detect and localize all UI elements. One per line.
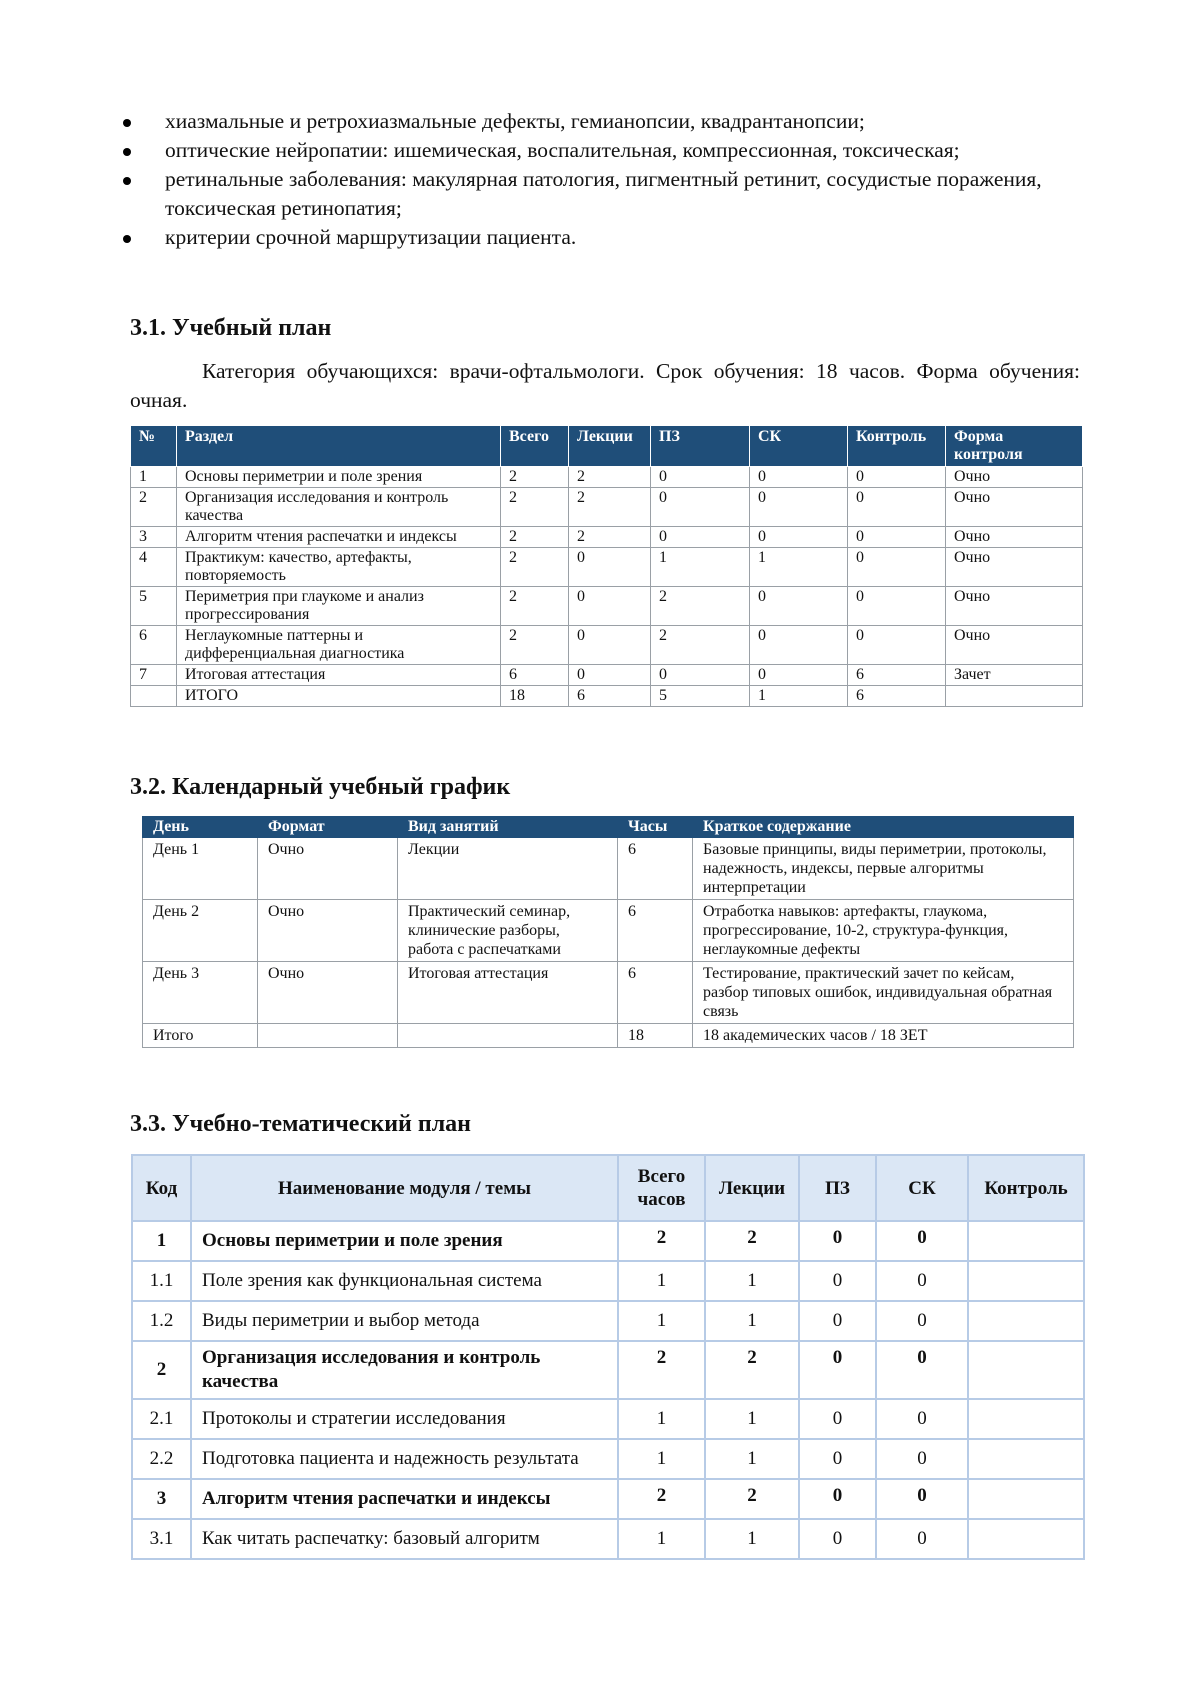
table-cell: 1: [618, 1301, 705, 1341]
table-cell: 2: [651, 587, 750, 626]
table-cell: 2: [501, 626, 569, 665]
table-cell: 2.2: [132, 1439, 191, 1479]
table-cell: [968, 1221, 1084, 1261]
column-header: Форма контроля: [946, 426, 1083, 467]
table-cell: 2: [651, 626, 750, 665]
table-cell: [968, 1261, 1084, 1301]
table-cell: 0: [848, 626, 946, 665]
table-cell: [131, 686, 177, 707]
table-cell: 0: [799, 1399, 876, 1439]
table-cell: Очно: [946, 548, 1083, 587]
table-cell: 1: [618, 1261, 705, 1301]
table-cell: Очно: [258, 838, 398, 900]
table-cell: 0: [569, 548, 651, 587]
table-cell: 0: [848, 527, 946, 548]
bullet-dot-icon: [123, 119, 131, 127]
column-header: ПЗ: [799, 1155, 876, 1221]
table-cell: 7: [131, 665, 177, 686]
table-cell: ИТОГО: [177, 686, 501, 707]
table-cell: Алгоритм чтения распечатки и индексы: [177, 527, 501, 548]
column-header: Всего часов: [618, 1155, 705, 1221]
table-cell: Виды периметрии и выбор метода: [191, 1301, 618, 1341]
table-cell: 2: [501, 587, 569, 626]
table-cell: День 1: [143, 838, 258, 900]
table-cell: 1: [705, 1439, 799, 1479]
table-cell: Организация исследования и контроль качества: [191, 1341, 618, 1399]
table-cell: 0: [876, 1341, 968, 1399]
table-cell: Итоговая аттестация: [398, 962, 618, 1024]
table-cell: [968, 1399, 1084, 1439]
list-item: критерии срочной маршрутизации пациента.: [123, 223, 1083, 252]
table-cell: 5: [651, 686, 750, 707]
table-cell: 1: [705, 1261, 799, 1301]
table-row: [143, 962, 1074, 1024]
table-cell: 2: [618, 1479, 705, 1519]
table-cell: 3: [131, 527, 177, 548]
list-item: оптические нейропатии: ишемическая, воспалительная, компрессионная, токсическая;: [123, 136, 1083, 165]
table-cell: 0: [651, 488, 750, 527]
topic-row: [132, 1519, 1084, 1559]
table-cell: Отработка навыков: артефакты, глаукома, прогрессирование, 10-2, структура-функция, неглаукомные дефекты: [693, 900, 1074, 962]
list-item: ретинальные заболевания: макулярная патология, пигментный ретинит, сосудистые поражения, токсическая ретинопатия;: [123, 165, 1083, 223]
column-header: День: [143, 817, 258, 838]
table-cell: 0: [876, 1221, 968, 1261]
table-cell: 1: [750, 548, 848, 587]
topic-row: [132, 1261, 1084, 1301]
table-cell: 0: [750, 527, 848, 548]
table-cell: 2.1: [132, 1399, 191, 1439]
table-cell: 0: [750, 626, 848, 665]
table-cell: 0: [651, 527, 750, 548]
table-cell: 0: [876, 1261, 968, 1301]
table-cell: 6: [569, 686, 651, 707]
section-heading-3-1: 3.1. Учебный план: [130, 315, 332, 341]
table-cell: 0: [651, 467, 750, 488]
table-cell: [968, 1519, 1084, 1559]
table-cell: 0: [799, 1301, 876, 1341]
table-cell: 1: [705, 1519, 799, 1559]
table-cell: Очно: [946, 467, 1083, 488]
table-cell: 0: [799, 1479, 876, 1519]
thematic-plan-table: [131, 1154, 1085, 1560]
column-header: СК: [876, 1155, 968, 1221]
table-cell: 1.2: [132, 1301, 191, 1341]
table-cell: 6: [848, 665, 946, 686]
table-cell: Алгоритм чтения распечатки и индексы: [191, 1479, 618, 1519]
table-cell: 1: [618, 1439, 705, 1479]
table-cell: 1: [132, 1221, 191, 1261]
table-cell: Протоколы и стратегии исследования: [191, 1399, 618, 1439]
table-cell: 0: [876, 1301, 968, 1341]
table-cell: 0: [876, 1479, 968, 1519]
table-cell: 6: [501, 665, 569, 686]
table-cell: 1: [131, 467, 177, 488]
table-row: [143, 900, 1074, 962]
table-cell: [398, 1024, 618, 1048]
table-cell: 18: [618, 1024, 693, 1048]
table-cell: 2: [131, 488, 177, 527]
table-cell: 2: [501, 488, 569, 527]
column-header: Наименование модуля / темы: [191, 1155, 618, 1221]
column-header: Часы: [618, 817, 693, 838]
table-cell: Итоговая аттестация: [177, 665, 501, 686]
table-cell: 2: [618, 1341, 705, 1399]
column-header: Контроль: [848, 426, 946, 467]
column-header: СК: [750, 426, 848, 467]
table-cell: 6: [848, 686, 946, 707]
section-heading-3-3: 3.3. Учебно-тематический план: [130, 1111, 471, 1137]
table-cell: [968, 1439, 1084, 1479]
table-cell: [968, 1479, 1084, 1519]
table-cell: Как читать распечатку: базовый алгоритм: [191, 1519, 618, 1559]
table-cell: 1: [651, 548, 750, 587]
table-cell: 0: [799, 1439, 876, 1479]
column-header: Лекции: [569, 426, 651, 467]
table-cell: Основы периметрии и поле зрения: [191, 1221, 618, 1261]
table-cell: 0: [848, 467, 946, 488]
table-cell: 6: [618, 962, 693, 1024]
table-cell: Подготовка пациента и надежность результата: [191, 1439, 618, 1479]
table-cell: 1.1: [132, 1261, 191, 1301]
table-cell: 0: [750, 467, 848, 488]
topic-row: [132, 1399, 1084, 1439]
table-cell: 0: [848, 587, 946, 626]
module-row: [132, 1221, 1084, 1261]
table-cell: 0: [799, 1519, 876, 1559]
table-cell: Очно: [258, 900, 398, 962]
table-cell: Неглаукомные паттерны и дифференциальная диагностика: [177, 626, 501, 665]
column-header: Вид занятий: [398, 817, 618, 838]
table-cell: 0: [750, 587, 848, 626]
table-row: [131, 548, 1083, 587]
table-cell: 2: [705, 1341, 799, 1399]
topic-row: [132, 1439, 1084, 1479]
table-cell: 2: [569, 527, 651, 548]
table-cell: Тестирование, практический зачет по кейсам, разбор типовых ошибок, индивидуальная обратная связь: [693, 962, 1074, 1024]
table-cell: Периметрия при глаукоме и анализ прогрессирования: [177, 587, 501, 626]
table-cell: 0: [569, 587, 651, 626]
table-cell: 0: [848, 548, 946, 587]
table-cell: Очно: [946, 587, 1083, 626]
table-cell: 18: [501, 686, 569, 707]
table-cell: Практикум: качество, артефакты, повторяемость: [177, 548, 501, 587]
table-cell: [968, 1341, 1084, 1399]
table-cell: 5: [131, 587, 177, 626]
bullet-dot-icon: [123, 148, 131, 156]
table-cell: День 3: [143, 962, 258, 1024]
column-header: №: [131, 426, 177, 467]
table-row: [131, 527, 1083, 548]
table-cell: 18 академических часов / 18 ЗЕТ: [693, 1024, 1074, 1048]
table-cell: 3: [132, 1479, 191, 1519]
table-cell: Практический семинар, клинические разборы, работа с распечатками: [398, 900, 618, 962]
list-item: хиазмальные и ретрохиазмальные дефекты, гемианопсии, квадрантанопсии;: [123, 107, 1083, 136]
table-row: [131, 626, 1083, 665]
table-cell: 0: [750, 488, 848, 527]
section-heading-3-2: 3.2. Календарный учебный график: [130, 774, 511, 800]
table-cell: 6: [618, 900, 693, 962]
module-row: [132, 1341, 1084, 1399]
column-header: Код: [132, 1155, 191, 1221]
intro-paragraph: Категория обучающихся: врачи-офтальмологи. Срок обучения: 18 часов. Форма обучения: очная.: [130, 359, 1080, 412]
table-row: [131, 665, 1083, 686]
table-header-row: [132, 1155, 1084, 1221]
table-cell: Очно: [258, 962, 398, 1024]
table-cell: 2: [132, 1341, 191, 1399]
column-header: Краткое содержание: [693, 817, 1074, 838]
column-header: Раздел: [177, 426, 501, 467]
table-cell: [968, 1301, 1084, 1341]
table-cell: 2: [501, 467, 569, 488]
module-row: [132, 1479, 1084, 1519]
table-cell: 1: [618, 1399, 705, 1439]
table-cell: 4: [131, 548, 177, 587]
table-row: [131, 587, 1083, 626]
table-header-row: [143, 817, 1074, 838]
table-cell: Очно: [946, 488, 1083, 527]
table-cell: 0: [799, 1261, 876, 1301]
table-cell: Зачет: [946, 665, 1083, 686]
table-cell: 2: [705, 1479, 799, 1519]
table-cell: 0: [799, 1341, 876, 1399]
table-cell: Лекции: [398, 838, 618, 900]
table-cell: Базовые принципы, виды периметрии, протоколы, надежность, индексы, первые алгоритмы интерпретации: [693, 838, 1074, 900]
column-header: Формат: [258, 817, 398, 838]
table-cell: День 2: [143, 900, 258, 962]
table-cell: 0: [651, 665, 750, 686]
table-cell: 0: [799, 1221, 876, 1261]
study-plan-table: [130, 425, 1083, 707]
table-cell: 6: [131, 626, 177, 665]
table-cell: 2: [569, 488, 651, 527]
table-cell: 2: [501, 527, 569, 548]
table-cell: 6: [618, 838, 693, 900]
table-cell: Очно: [946, 626, 1083, 665]
table-cell: 1: [705, 1301, 799, 1341]
topic-row: [132, 1301, 1084, 1341]
table-cell: 0: [569, 626, 651, 665]
table-cell: Поле зрения как функциональная система: [191, 1261, 618, 1301]
bullet-dot-icon: [123, 235, 131, 243]
table-cell: 0: [750, 665, 848, 686]
table-cell: 2: [569, 467, 651, 488]
bullet-dot-icon: [123, 177, 131, 185]
table-cell: [258, 1024, 398, 1048]
table-row: [131, 686, 1083, 707]
table-cell: 0: [876, 1439, 968, 1479]
calendar-schedule-table: [142, 816, 1074, 1048]
column-header: Контроль: [968, 1155, 1084, 1221]
table-cell: Итого: [143, 1024, 258, 1048]
column-header: Всего: [501, 426, 569, 467]
table-cell: 2: [618, 1221, 705, 1261]
table-cell: 1: [750, 686, 848, 707]
table-cell: Основы периметрии и поле зрения: [177, 467, 501, 488]
table-row: [143, 1024, 1074, 1048]
table-row: [131, 488, 1083, 527]
table-row: [131, 467, 1083, 488]
table-cell: Очно: [946, 527, 1083, 548]
table-cell: Организация исследования и контроль качества: [177, 488, 501, 527]
table-cell: 0: [876, 1399, 968, 1439]
table-cell: 1: [618, 1519, 705, 1559]
table-cell: 1: [705, 1399, 799, 1439]
table-cell: 3.1: [132, 1519, 191, 1559]
column-header: ПЗ: [651, 426, 750, 467]
bullet-list: [123, 107, 1083, 252]
table-cell: [946, 686, 1083, 707]
table-cell: 0: [876, 1519, 968, 1559]
table-header-row: [131, 426, 1083, 467]
table-cell: 2: [501, 548, 569, 587]
table-cell: 0: [569, 665, 651, 686]
table-cell: 2: [705, 1221, 799, 1261]
table-cell: 0: [848, 488, 946, 527]
table-row: [143, 838, 1074, 900]
column-header: Лекции: [705, 1155, 799, 1221]
